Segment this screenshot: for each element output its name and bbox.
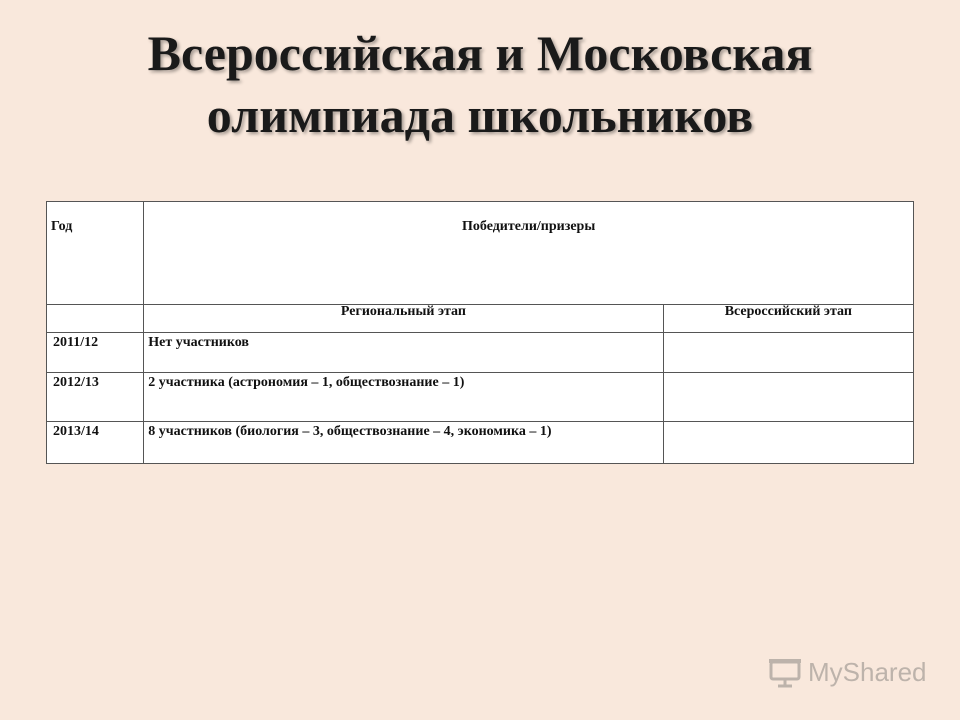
table-row: [47, 422, 914, 464]
slide-title: [0, 22, 960, 146]
empty-cell: [47, 305, 144, 333]
year-cell: 2013/14: [47, 422, 144, 464]
results-table: [46, 201, 914, 464]
watermark-text: MyShared: [808, 657, 927, 687]
regional-cell: 8 участников (биология – 3, обществознание – 4, экономика – 1): [144, 422, 663, 464]
slide-title-line-2: олимпиада школьников: [206, 87, 754, 143]
winners-column-header: Победители/призеры: [144, 202, 914, 305]
regional-cell: Нет участников: [144, 333, 663, 373]
table-row: [47, 333, 914, 373]
year-cell: 2012/13: [47, 373, 144, 422]
table-row: [47, 373, 914, 422]
national-stage-header: Всероссийский этап: [663, 305, 913, 333]
presentation-icon: [768, 658, 802, 688]
national-cell: [663, 333, 913, 373]
year-column-header: Год: [47, 202, 144, 305]
myshared-watermark[interactable]: [768, 657, 927, 688]
regional-stage-header: Региональный этап: [144, 305, 663, 333]
national-cell: [663, 373, 913, 422]
slide-title-line-1: Всероссийская и Московская: [147, 25, 813, 81]
year-cell: 2011/12: [47, 333, 144, 373]
table-subheader-row: [47, 305, 914, 333]
regional-cell: 2 участника (астрономия – 1, обществознание – 1): [144, 373, 663, 422]
national-cell: [663, 422, 913, 464]
table-header-row: [47, 202, 914, 305]
